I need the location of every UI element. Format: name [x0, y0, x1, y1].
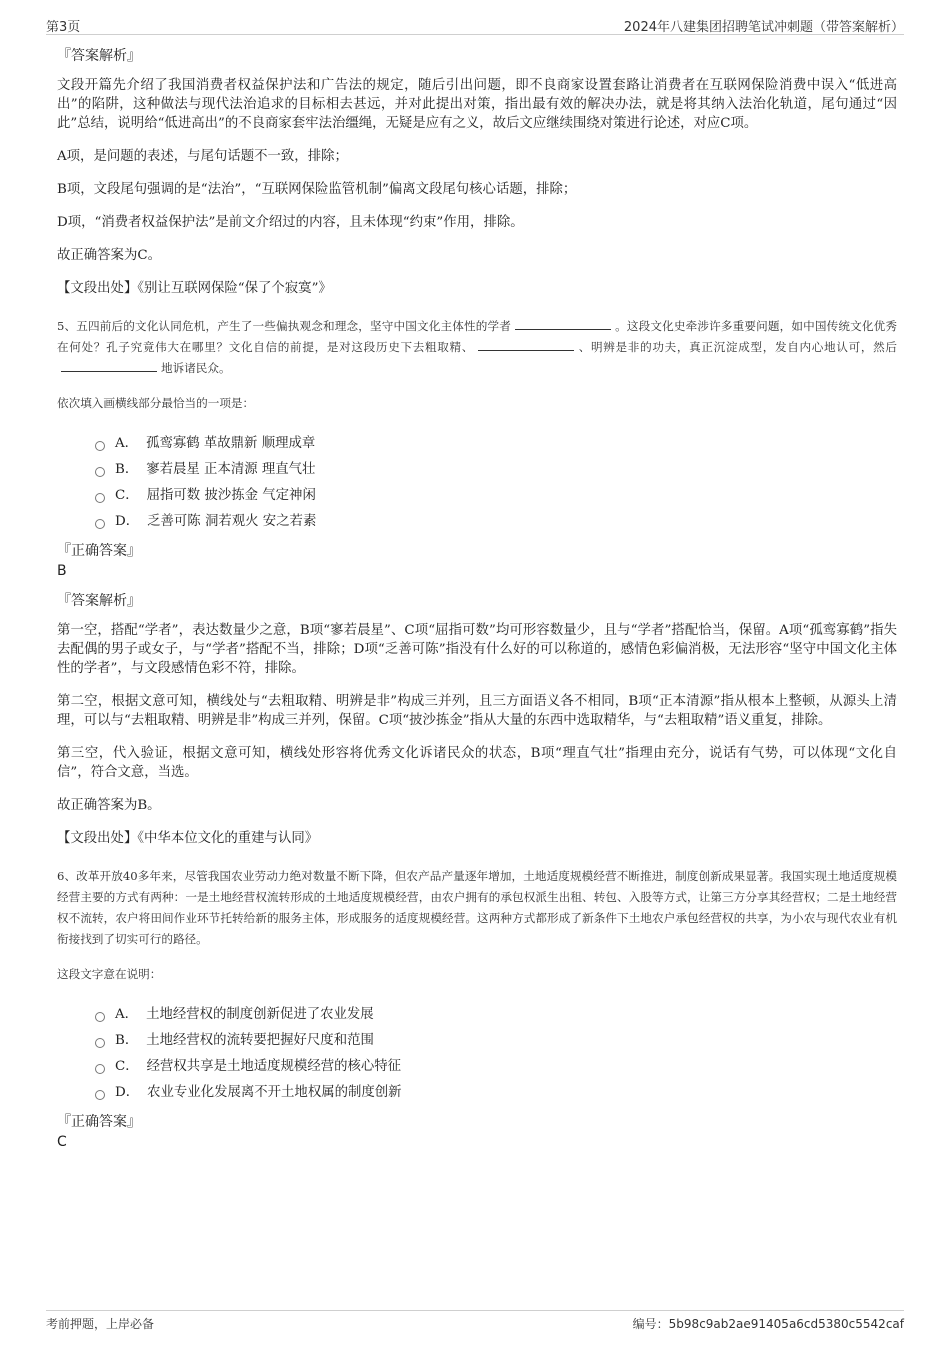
option-b[interactable]: B． 土地经营权的流转要把握好尺度和范围 — [95, 1028, 897, 1054]
analysis-label: 『答案解析』 — [57, 48, 141, 64]
option-list — [95, 1002, 897, 1106]
page-number: 第3页 — [46, 20, 81, 35]
option-c[interactable]: C． 经营权共享是土地适度规模经营的核心特征 — [95, 1054, 897, 1080]
analysis-label: 『答案解析』 — [57, 593, 141, 609]
radio-icon[interactable] — [95, 519, 105, 529]
analysis-paragraph: B项，文段尾句强调的是“法治”，“互联网保险监管机制”偏离文段尾句核心话题，排除； — [57, 182, 577, 197]
option-b[interactable]: B． 寥若晨星 正本清源 理直气壮 — [95, 457, 897, 483]
page-content — [57, 46, 897, 1162]
question-prompt: 这段文字意在说明： — [57, 967, 162, 981]
radio-icon[interactable] — [95, 1038, 105, 1048]
answer-value: B — [57, 563, 67, 579]
document-code: 编号：5b98c9ab2ae91405a6cd5380c5542caf — [632, 1317, 904, 1331]
radio-icon[interactable] — [95, 441, 105, 451]
radio-icon[interactable] — [95, 1090, 105, 1100]
answer-label: 『正确答案』 — [57, 1114, 141, 1130]
option-a[interactable]: A． 土地经营权的制度创新促进了农业发展 — [95, 1002, 897, 1028]
option-d[interactable]: D． 乏善可陈 洞若观火 安之若素 — [95, 509, 897, 535]
analysis-paragraph: 第二空，根据文意可知，横线处与“去粗取精、明辨是非”构成三并列，且三方面语义各不相同，B项“正本清源”指从根本上整顿，从源头上清理，可以与“去粗取精、明辨是非”构成三并列，保留。C项“披沙拣金”指从大量的东西中选取精华，与“去粗取精”语义重复，排除。 — [57, 694, 897, 728]
analysis-conclusion: 故正确答案为B。 — [57, 798, 161, 813]
fill-blank — [478, 338, 574, 351]
question-prompt: 依次填入画横线部分最恰当的一项是： — [57, 396, 255, 410]
option-list — [95, 431, 897, 535]
radio-icon[interactable] — [95, 467, 105, 477]
question-stem: 6、改革开放40多年来，尽管我国农业劳动力绝对数量不断下降，但农产品产量逐年增加，土地适度规模经营不断推进，制度创新成果显著。我国实现土地适度规模经营主要的方式有两种：一是土地经营权流转形成的土地适度规模经营，由农户拥有的承包权派生出租、转包、入股等方式，让第三方分享其经营权；二是土地经营权不流转，农户将田间作业环节托转给新的服务主体，形成服务的适度规模经营。这两种方式都形成了新条件下土地农户承包经营权的共享，为小农与现代农业有机衔接找到了切实可行的路径。 — [57, 869, 897, 946]
radio-icon[interactable] — [95, 1012, 105, 1022]
analysis-paragraph: A项，是问题的表述，与尾句话题不一致，排除； — [57, 149, 348, 164]
analysis-conclusion: 故正确答案为C。 — [57, 248, 161, 263]
source-citation: 【文段出处】《中华本位文化的重建与认同》 — [57, 831, 319, 846]
source-citation: 【文段出处】《别让互联网保险“保了个寂寞”》 — [57, 281, 332, 296]
answer-value: C — [57, 1134, 67, 1150]
analysis-paragraph: 第三空，代入验证，根据文意可知，横线处形容将优秀文化诉诸民众的状态，B项“理直气壮”指理由充分，说话有气势，可以体现“文化自信”，符合文意，当选。 — [57, 746, 897, 780]
option-a[interactable]: A． 孤鸾寡鹤 革故鼎新 顺理成章 — [95, 431, 897, 457]
question-stem: 5、五四前后的文化认同危机，产生了一些偏执观念和理念，坚守中国文化主体性的学者 。这段文化史牵涉许多重要问题，如中国传统文化优秀在何处？孔子究竟伟大在哪里？文化自信的前提，是对这段历史下去粗取精、 、明辨是非的功夫，真正沉淀成型，发自内心地认可，然后地诉诸民众。 — [57, 319, 897, 375]
analysis-paragraph: 第一空，搭配“学者”，表达数量少之意，B项“寥若晨星”、C项“屈指可数”均可形容数量少，且与“学者”搭配恰当，保留。A项“孤鸾寡鹤”指失去配偶的男子或女子，与“学者”搭配不当，排除；D项“乏善可陈”指没有什么好的可以称道的，感情色彩偏消极，无法形容“坚守中国文化主体性的学者”，与文段感情色彩不符，排除。 — [57, 623, 897, 676]
document-title: 2024年八建集团招聘笔试冲刺题（带答案解析） — [623, 20, 904, 35]
radio-icon[interactable] — [95, 1064, 105, 1074]
option-d[interactable]: D． 农业专业化发展离不开土地权属的制度创新 — [95, 1080, 897, 1106]
footer-slogan: 考前押题，上岸必备 — [46, 1317, 155, 1331]
option-c[interactable]: C． 屈指可数 披沙拣金 气定神闲 — [95, 483, 897, 509]
fill-blank — [61, 359, 157, 372]
page-footer — [46, 1310, 904, 1333]
radio-icon[interactable] — [95, 493, 105, 503]
page-header — [46, 14, 904, 35]
fill-blank — [515, 317, 611, 330]
analysis-paragraph: 文段开篇先介绍了我国消费者权益保护法和广告法的规定，随后引出问题，即不良商家设置套路让消费者在互联网保险消费中误入“低进高出”的陷阱，这种做法与现代法治追求的目标相去甚远，并对此提出对策，指出最有效的解决办法，就是将其纳入法治化轨道，尾句通过“因此”总结，说明给“低进高出”的不良商家套牢法治缰绳，无疑是应有之义，故后文应继续围绕对策进行论述，对应C项。 — [57, 78, 897, 131]
answer-label: 『正确答案』 — [57, 543, 141, 559]
analysis-paragraph: D项，“消费者权益保护法”是前文介绍过的内容，且未体现“约束”作用，排除。 — [57, 215, 524, 230]
